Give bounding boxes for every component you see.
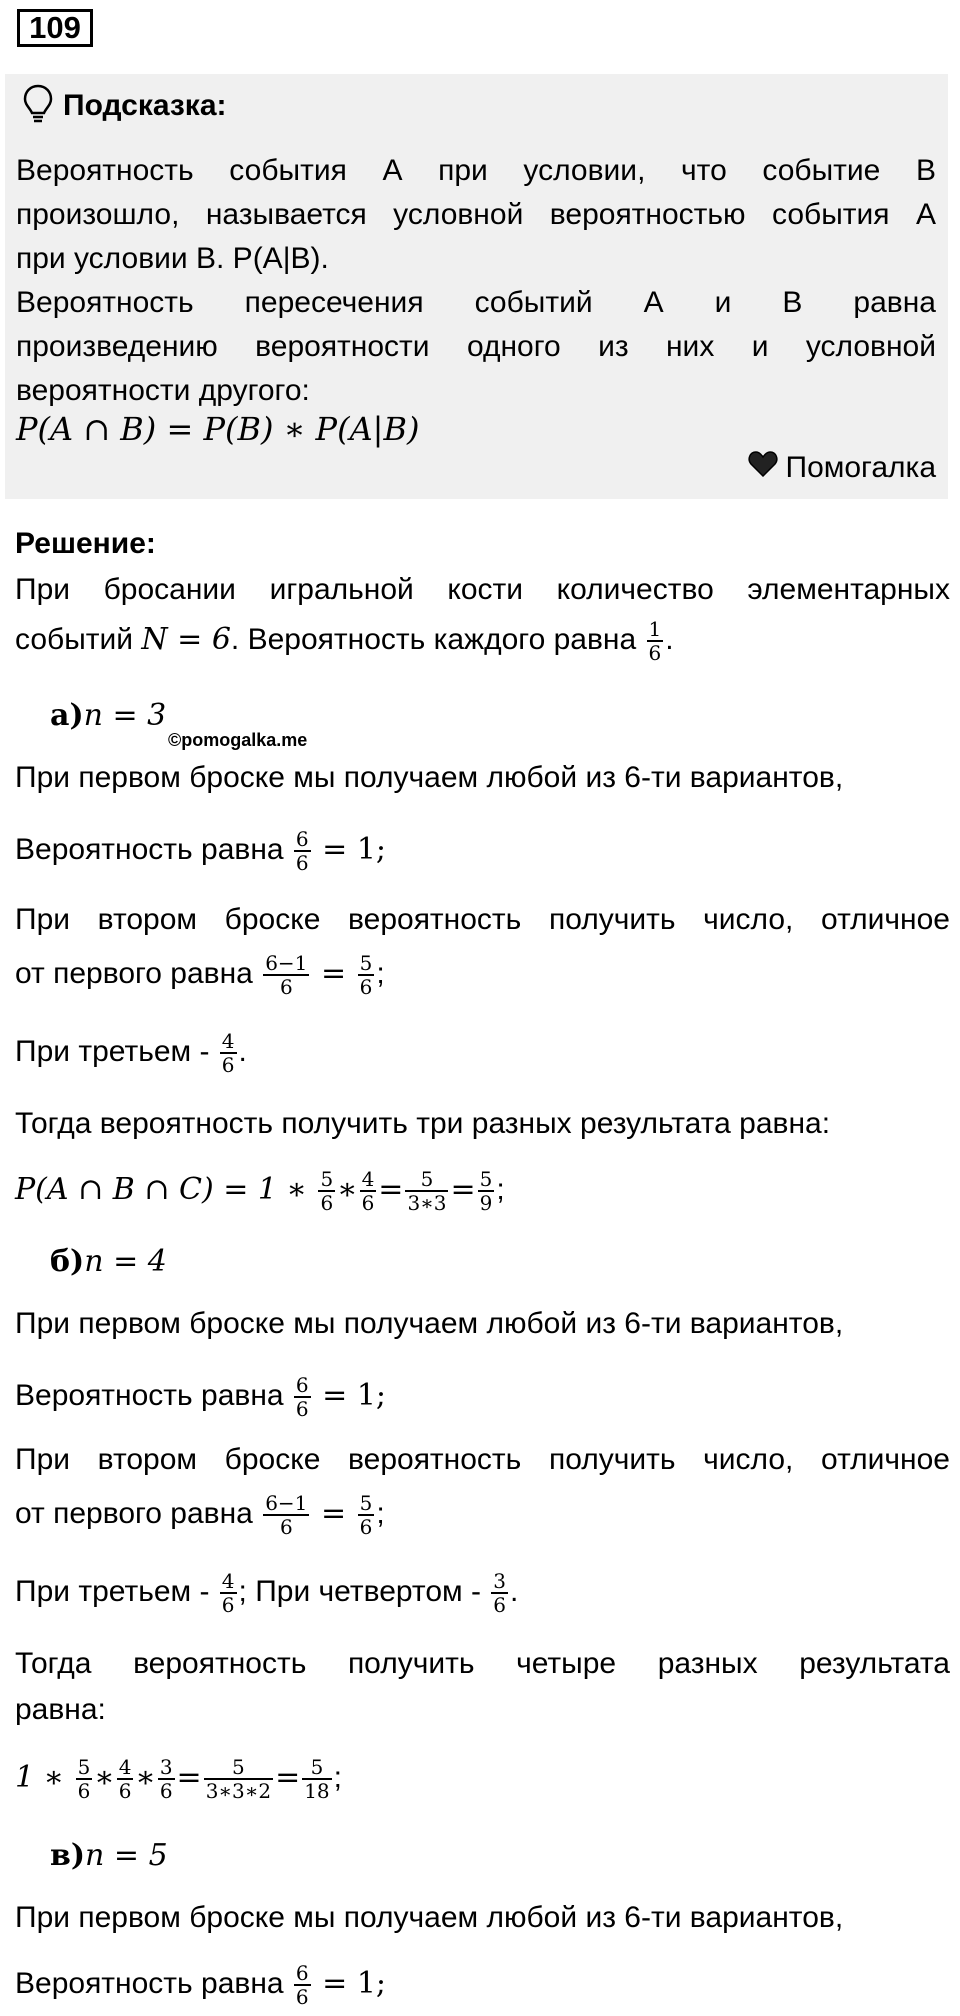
brand-name: Помогалка <box>785 451 936 484</box>
part-c-header: в)n = 5 <box>50 1838 168 1873</box>
hint-box <box>5 74 948 499</box>
part-c-prob: Вероятность равна $\frac{6}{6}$ = 1; <box>15 1961 387 2010</box>
part-a-header: а)n = 3 <box>50 698 167 733</box>
task-number: 109 <box>17 9 93 47</box>
part-b-final: 1 ∗ $\frac{5}{6}$ ∗ $\frac{4}{6}$ ∗ $\frac{3}{6}$ = $\frac{5}{3∗3∗2}$ = $\frac{5}{18}$ ; <box>15 1755 342 1804</box>
part-b-then-line2: равна: <box>15 1693 106 1726</box>
solution-title: Решение: <box>15 527 156 560</box>
part-a-second-line1: При втором броске вероятность получить число, отличное <box>15 903 950 936</box>
part-a-then: Тогда вероятность получить три разных результата равна: <box>15 1107 831 1140</box>
hint-formula: P(A ∩ B) = P(B) ∗ P(A|B) <box>16 410 420 448</box>
intro-N: N = 6 <box>141 622 231 657</box>
hint-line: Вероятность пересечения событий А и В равна <box>16 286 936 319</box>
watermark: ©pomogalka.me <box>168 730 308 750</box>
heart-icon <box>748 451 786 485</box>
solution-intro-line: При бросании игральной кости количество элементарных <box>15 573 950 606</box>
solution-intro-line: событий N = 6. Вероятность каждого равна $\frac{1}{6}$ . <box>15 617 674 666</box>
intro-text: . Вероятность каждого равна <box>230 623 645 656</box>
part-a-third: При третьем - $\frac{4}{6}$ . <box>15 1029 247 1078</box>
hint-line: при условии В. P(A|B). <box>16 242 329 275</box>
hint-title: Подсказка: <box>63 89 227 122</box>
part-b-then-line1: Тогда вероятность получить четыре разных результата <box>15 1647 950 1680</box>
hint-header <box>23 86 227 126</box>
part-a-first-throw: При первом броске мы получаем любой из 6-ти вариантов, <box>15 761 844 794</box>
hint-line: вероятности другого: <box>16 374 310 407</box>
hint-line: Вероятность события А при условии, что событие В <box>16 154 936 187</box>
part-b-second-line2: от первого равна $\frac{6-1}{6}$ = $\frac{5}{6}$ ; <box>15 1491 385 1540</box>
part-b-second-line1: При втором броске вероятность получить число, отличное <box>15 1443 950 1476</box>
intro-text: событий <box>15 623 142 656</box>
lightbulb-icon <box>23 84 53 129</box>
hint-line: произошло, называется условной вероятностью события А <box>16 198 936 231</box>
part-a-final: P(A ∩ B ∩ C) = 1 ∗ $\frac{5}{6}$ ∗ $\frac{4}{6}$ = $\frac{5}{3∗3}$ = $\frac{5}{9}$ ; <box>15 1167 505 1216</box>
part-a-second-line2: от первого равна $\frac{6-1}{6}$ = $\frac{5}{6}$ ; <box>15 951 385 1000</box>
part-b-first-throw: При первом броске мы получаем любой из 6-ти вариантов, <box>15 1307 844 1340</box>
part-a-prob: Вероятность равна $\frac{6}{6}$ = 1; <box>15 827 387 876</box>
part-b-header: б)n = 4 <box>50 1244 167 1279</box>
part-c-first-throw: При первом броске мы получаем любой из 6-ти вариантов, <box>15 1901 844 1934</box>
part-b-third: При третьем - $\frac{4}{6}$ ; При четвертом - $\frac{3}{6}$ . <box>15 1569 519 1618</box>
hint-line: произведению вероятности одного из них и условной <box>16 330 936 363</box>
fraction: $\frac{1}{6}$ <box>648 617 662 666</box>
hint-text <box>16 149 936 413</box>
part-b-prob: Вероятность равна $\frac{6}{6}$ = 1; <box>15 1373 387 1422</box>
brand <box>748 448 937 488</box>
